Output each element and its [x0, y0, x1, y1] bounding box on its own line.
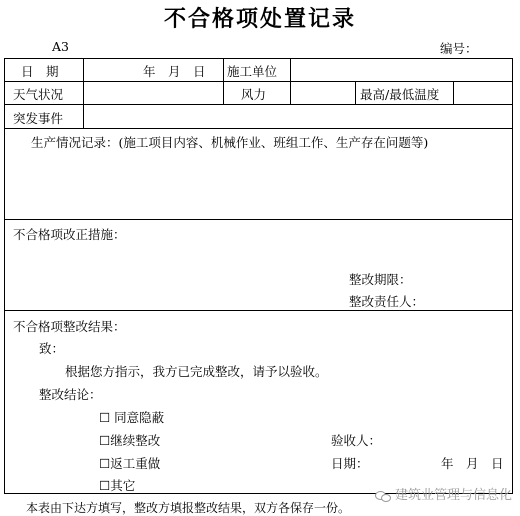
production-record-label: 生产情况记录：(施工项目内容、机械作业、班组工作、生产存在问题等): [31, 135, 429, 150]
temperature-label: 最高/最低温度: [360, 87, 440, 102]
option-other-label: ☐其它: [99, 478, 136, 493]
correction-measures-label: 不合格项改正措施：: [13, 227, 126, 242]
weather-field[interactable]: [87, 84, 219, 102]
date-fields: 年 月 日: [143, 64, 206, 79]
page-title: 不合格项处置记录: [163, 6, 356, 32]
wind-label: 风力: [241, 87, 267, 102]
watermark-text: 建筑业管理与信息化: [394, 488, 512, 503]
row-divider: [5, 104, 512, 105]
footer-note: 本表由下达方填写，整改方填报整改结果，双方各保存一份。: [26, 501, 351, 515]
other-underline[interactable]: [135, 480, 271, 494]
temperature-field[interactable]: [457, 84, 507, 102]
completion-message: 根据您方指示，我方已完成整改，请予以验收。: [65, 364, 328, 379]
column-divider: [453, 81, 454, 104]
record-table: [4, 58, 513, 494]
conclusion-label: 整改结论：: [39, 387, 102, 402]
column-divider: [223, 59, 224, 104]
weather-label: 天气状况: [13, 87, 64, 102]
option-other[interactable]: [99, 476, 271, 494]
incident-field[interactable]: [87, 107, 507, 125]
date-label: 日 期: [21, 64, 59, 79]
option-agree-conceal[interactable]: ☐ 同意隐蔽: [99, 410, 165, 425]
construction-unit-label: 施工单位: [227, 64, 278, 79]
deadline-label: 整改期限：: [349, 272, 412, 287]
responsible-person-label: 整改责任人：: [349, 294, 425, 309]
receiver-label: 验收人：: [331, 433, 382, 448]
acceptance-date-fields: 年 月 日: [441, 456, 504, 471]
acceptance-date-label: 日期：: [331, 456, 369, 471]
form-code: A3: [52, 39, 69, 54]
column-divider: [83, 59, 84, 128]
construction-unit-field[interactable]: [295, 61, 507, 79]
option-continue-rectify[interactable]: ☐继续整改: [99, 433, 161, 448]
wechat-icon: [375, 490, 391, 502]
row-divider: [5, 128, 512, 129]
incident-label: 突发事件: [13, 111, 64, 126]
to-label: 致：: [39, 341, 65, 356]
section-divider: [5, 219, 512, 220]
production-record-field[interactable]: [13, 151, 507, 215]
number-label: 编号：: [440, 41, 478, 56]
watermark: [375, 484, 512, 503]
row-divider: [5, 81, 512, 82]
option-rework[interactable]: ☐返工重做: [99, 456, 161, 471]
column-divider: [355, 81, 356, 104]
wind-field[interactable]: [295, 84, 351, 102]
section-divider: [5, 310, 512, 311]
rectification-result-label: 不合格项整改结果：: [13, 319, 126, 334]
column-divider: [290, 59, 291, 104]
